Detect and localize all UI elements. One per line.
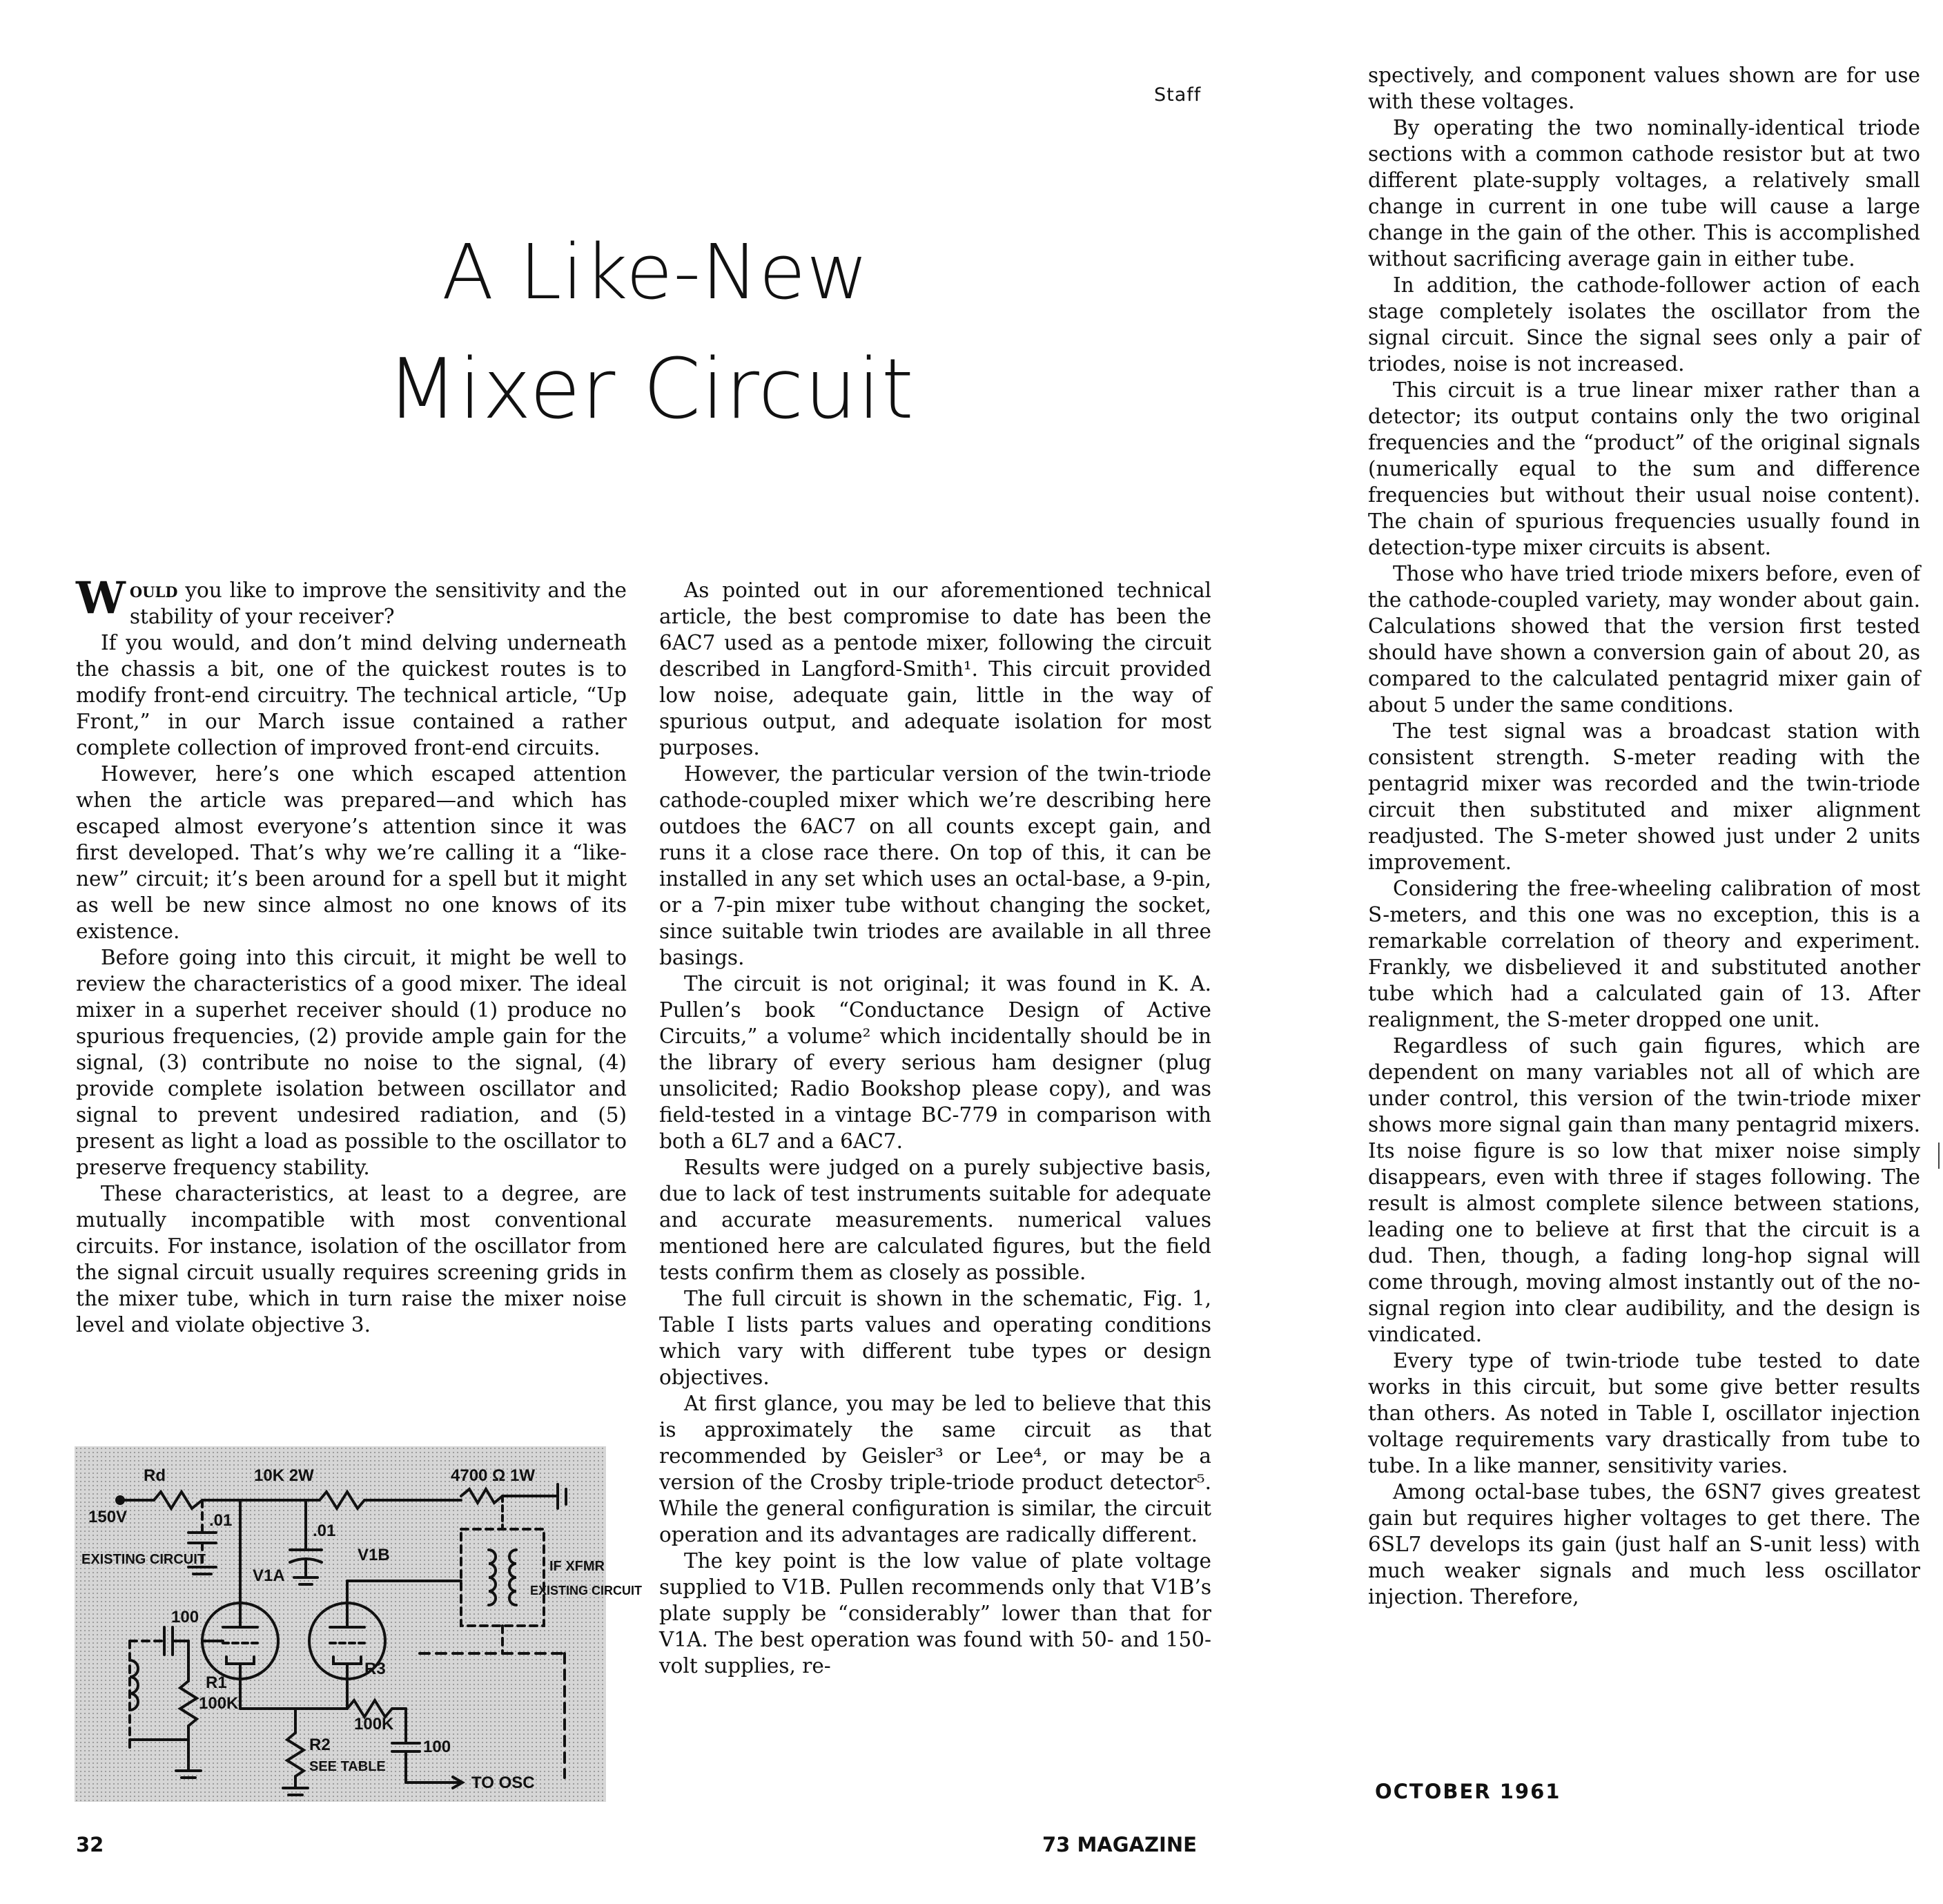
paragraph: In addition, the cathode-follower action of each stage completely isolates the oscillator from the signal circuit. Since the signal sees only a pair of triodes, noise is not increased. [1368, 273, 1920, 376]
label-10k-2w: 10K 2W [254, 1466, 314, 1485]
label-r1: R1 [206, 1673, 227, 1692]
label-to-osc: TO OSC [471, 1774, 535, 1792]
lead-paragraph [76, 572, 627, 630]
label-cap-100-left: 100 [171, 1608, 199, 1626]
paragraph: Considering the free-wheeling calibration of most S-meters, and this one was no exception, this is a remarkable correlation of theory and experiment. Frankly, we disbelieved it and substituted another tube which had a calculated gain of 13. After realignment, the S-meter dropped one unit. [1368, 877, 1920, 1031]
label-r3: R3 [364, 1660, 386, 1678]
paragraph: However, the particular version of the twin-triode cathode-coupled mixer which we’re describing here outdoes the 6AC7 on all counts except gain, and runs it a close race there. On top of this, it can be installed in any set which uses an octal-base, a 9-pin, or a 7-pin mixer tube without changing the socket, since suitable twin triodes are available in all three basings. [659, 762, 1211, 969]
column-2 [659, 577, 1211, 1679]
paragraph: The key point is the low value of plate voltage supplied to V1B. Pullen recommends only that V1B’s plate supply be “considerably” lower than that for V1A. The best operation was found with 50- and 150-volt supplies, re- [659, 1549, 1211, 1678]
magazine-name: 73 MAGAZINE [1042, 1833, 1197, 1856]
label-existing-circuit-right: EXISTING CIRCUIT [530, 1584, 643, 1597]
byline: Staff [1154, 84, 1202, 106]
paragraph: The test signal was a broadcast station with consistent strength. S-meter reading with the pentagrid mixer was recorded and the twin-triode circuit then substituted and mixer alignment readjusted. The S-meter showed just under 2 units improvement. [1368, 719, 1920, 874]
drop-cap: W [76, 572, 126, 624]
label-v1b: V1B [358, 1546, 390, 1564]
lead-text: you like to improve the sensitivity and the stability of your receiver? [129, 579, 627, 628]
paragraph: By operating the two nominally-identical triode sections with a common cathode resistor but at two different plate-supply voltages, a relatively small change in current in one tube will cause a large change in the gain of the other. This is accomplished without sacrificing average gain in either tube. [1368, 116, 1920, 271]
label-cap-01-right: .01 [313, 1522, 336, 1540]
label-v1a: V1A [253, 1566, 285, 1585]
label-cap-01-left: .01 [209, 1511, 233, 1530]
label-4700-1w: 4700 Ω 1W [451, 1466, 535, 1485]
paragraph: If you would, and don’t mind delving underneath the chassis a bit, one of the quickest routes is to modify front-end circuitry. The technical article, “Up Front,” in our March issue contained a rather complete collection of improved front-end circuits. [76, 631, 627, 759]
label-r1-value: 100K [199, 1694, 239, 1713]
continued-paragraph: spectively, and component values shown are for use with these voltages. [1368, 64, 1920, 113]
label-150v: 150V [88, 1508, 128, 1526]
paragraph: At first glance, you may be led to believe that this is approximately the same circuit as that recommended by Geisler³ or Lee⁴, or may be a version of the Crosby triple-triode product detector⁵. While the general configuration is similar, the circuit operation and its advantages are radically different. [659, 1392, 1211, 1546]
paragraph: Before going into this circuit, it might be well to review the characteristics of a good mixer. The ideal mixer in a superhet receiver should (1) produce no spurious frequencies, (2) provide ample gain for the signal, (3) contribute no noise to the signal, (4) provide complete isolation between oscillator and signal to prevent undesired radiation, and (5) present as light a load as possible to the oscillator to preserve frequency stability. [76, 946, 627, 1179]
label-if-xfmr: IF XFMR [549, 1559, 605, 1574]
paragraph: The circuit is not original; it was found in K. A. Pullen’s book “Conductance Design of Active Circuits,” a volume² which incidentally should be in the library of every serious ham designer (plug unsolicited; Radio Bookshop please copy), and was field-tested in a vintage BC-779 in comparison with both a 6L7 and a 6AC7. [659, 972, 1211, 1153]
issue-date: OCTOBER 1961 [1375, 1780, 1561, 1803]
column-1 [76, 572, 627, 1338]
label-rd: Rd [144, 1466, 166, 1485]
label-see-table: SEE TABLE [309, 1759, 386, 1774]
paragraph: Results were judged on a purely subjective basis, due to lack of test instruments suitable for adequate and accurate measurements. numerical values mentioned here are calculated figures, but the field tests confirm them as closely as possible. [659, 1156, 1211, 1284]
paragraph: This circuit is a true linear mixer rather than a detector; its output contains only the two original frequencies and the “product” of the original signals (numerically equal to the sum and difference frequencies but without their usual noise content). The chain of spurious frequencies usually found in detection-type mixer circuits is absent. [1368, 378, 1920, 559]
paragraph: The full circuit is shown in the schematic, Fig. 1, Table I lists parts values and operating conditions which vary with different tube types or design objectives. [659, 1287, 1211, 1389]
paragraph: Every type of twin-triode tube tested to date works in this circuit, but some give better results than others. As noted in Table I, oscillator injection voltage requirements vary drastically from tube to tube. In a like manner, sensitivity varies. [1368, 1349, 1920, 1477]
column-3 [1368, 62, 1920, 1610]
label-r2: R2 [309, 1736, 331, 1754]
paragraph: Those who have tried triode mixers before, even of the cathode-coupled variety, may wonder about gain. Calculations showed that the version first tested should have shown a conversion gain of about 20, as compared to the calculated pentagrid mixer gain of about 5 under the same conditions. [1368, 562, 1920, 717]
paragraph: Regardless of such gain figures, which are dependent on many variables not all of which are under control, this version of the twin-triode mixer shows more signal gain than many pentagrid mixers. Its noise figure is so low that mixer noise simply disappears, even with three if stages following. The result is almost complete silence between stations, leading one to believe at first that the circuit is a dud. Then, though, a fading long-hop signal will come through, moving almost instantly out of the no-signal region into clear audibility, and the design is vindicated. [1368, 1034, 1920, 1346]
margin-mark [1938, 1143, 1940, 1169]
schematic-figure [75, 1446, 643, 1802]
article-title-line-2: Mixer Circuit [387, 342, 915, 438]
paragraph: However, here’s one which escaped attention when the article was prepared—and which has escaped almost everyone’s attention since it was first developed. That’s why we’re calling it a “like-new” circuit; it’s been around for a spell but it might as well be new since almost no one knows of its existence. [76, 762, 627, 943]
label-existing-circuit-left: EXISTING CIRCUIT [81, 1552, 206, 1567]
paragraph: As pointed out in our aforementioned technical article, the best compromise to date has been the 6AC7 used as a pentode mixer, following the circuit described in Langford-Smith¹. This circuit provided low noise, adequate gain, little in the way of spurious output, and adequate isolation for most purposes. [659, 579, 1211, 759]
paragraph: These characteristics, at least to a degree, are mutually incompatible with most conventional circuits. For instance, isolation of the oscillator from the signal circuit usually requires screening grids in the mixer tube, which in turn raise the mixer noise level and violate objective 3. [76, 1182, 627, 1337]
page-number: 32 [76, 1833, 104, 1856]
paragraph: Among octal-base tubes, the 6SN7 gives greatest gain but requires higher voltages to get there. The 6SL7 develops its gain (just half an S-unit less) with much weaker signals and much less oscillator injection. Therefore, [1368, 1480, 1920, 1609]
label-r3-value: 100K [354, 1715, 394, 1733]
schematic-drawing [75, 1446, 643, 1802]
lead-smallcaps: ould [129, 578, 178, 602]
label-cap-100-right: 100 [423, 1738, 451, 1756]
article-title-line-1: A Like-New [442, 228, 870, 316]
